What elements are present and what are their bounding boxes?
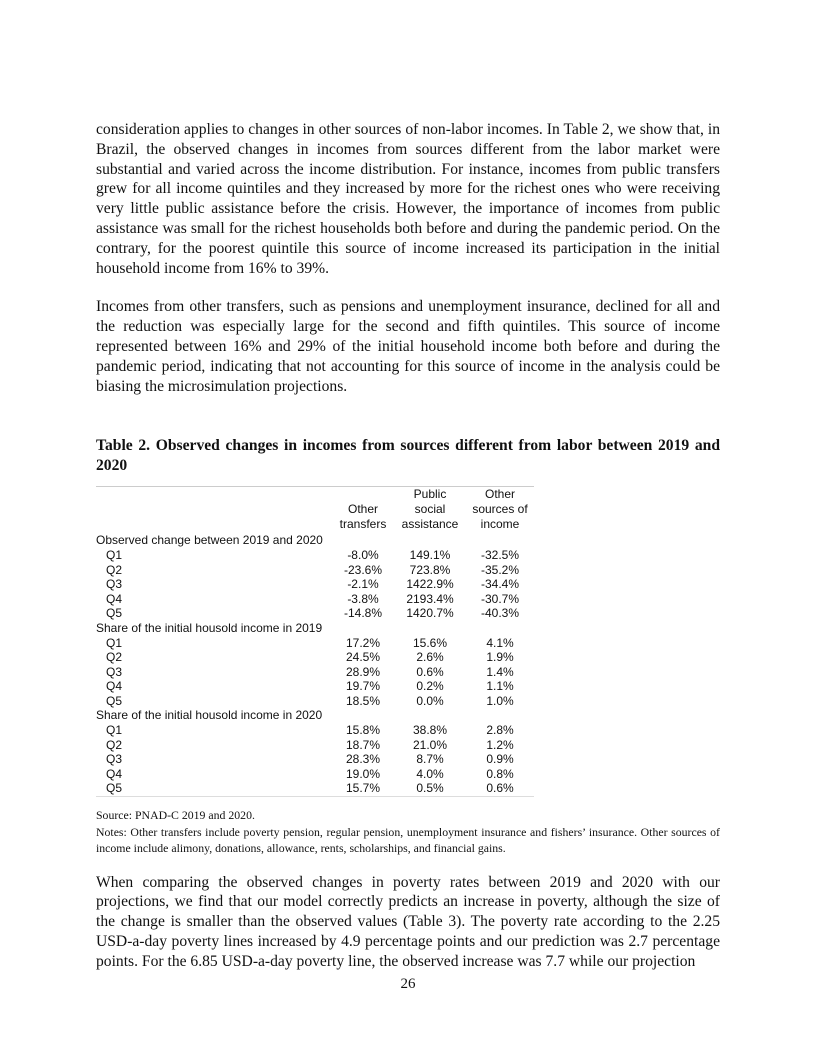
table-cell: 28.9% — [345, 664, 381, 679]
table-row — [96, 723, 534, 738]
quintile-label: Q2 — [106, 650, 123, 665]
table-cell: -23.6% — [343, 562, 383, 577]
table-cell: -40.3% — [480, 606, 520, 621]
table-cell: 19.0% — [345, 766, 381, 781]
section-header-row — [96, 533, 534, 548]
quintile-label: Q3 — [106, 577, 123, 592]
table-cell: -14.8% — [343, 606, 383, 621]
table-cell: 15.6% — [412, 635, 448, 650]
quintile-label: Q5 — [106, 781, 123, 796]
table-cell: -32.5% — [480, 547, 520, 562]
quintile-label: Q1 — [106, 635, 123, 650]
section-header-row — [96, 621, 534, 636]
table-row — [96, 606, 534, 621]
table-cell: 1420.7% — [406, 606, 454, 621]
header-public-assistance: Public social assistance — [401, 487, 459, 532]
table-cell: 18.5% — [345, 693, 381, 708]
table-cell: 38.8% — [412, 723, 448, 738]
quintile-label: Q1 — [106, 547, 123, 562]
section-label: Share of the initial housold income in 2020 — [96, 708, 323, 723]
table-row — [96, 577, 534, 592]
body-paragraph: When comparing the observed changes in poverty rates between 2019 and 2020 with our projections, we find that our model correctly predicts an increase in poverty, although the size of the change is smaller than the observed values (Table 3). The poverty rate according to the 2.25 USD-a-day poverty lines increased by 4.9 percentage points and our prediction was 2.7 percentage points. For the 6.85 USD-a-day poverty line, the observed increase was 7.7 while our projection — [96, 873, 720, 970]
table-cell: 18.7% — [345, 737, 381, 752]
table-cell: -35.2% — [480, 562, 520, 577]
body-paragraph: consideration applies to changes in other sources of non-labor incomes. In Table 2, we show that, in Brazil, the observed changes in incomes from sources different from the labor market were substantial and varied across the income distribution. For instance, incomes from public transfers grew for all income quintiles and they increased by more for the richest ones who were receiving very little public assistance before the crisis. However, the importance of incomes from public assistance was small for the richest households both before and during the pandemic period. On the contrary, for the poorest quintile this source of income increased its participation in the initial household income from 16% to 39%. — [96, 121, 720, 277]
table-cell: 19.7% — [345, 679, 381, 694]
table-cell: 4.1% — [486, 635, 514, 650]
table-cell: 149.1% — [409, 547, 451, 562]
body-paragraph: Incomes from other transfers, such as pensions and unemployment insurance, declined for all and the reduction was especially large for the second and fifth quintiles. This source of income represented between 16% and 29% of the initial household income both before and during the pandemic period, indicating that not accounting for this source of income in the analysis could be biasing the microsimulation projections. — [96, 298, 720, 395]
table-cell: 0.5% — [416, 781, 444, 796]
table-row — [96, 665, 534, 680]
table-cell: 0.0% — [416, 693, 444, 708]
table-row — [96, 752, 534, 767]
table-cell: 2193.4% — [406, 591, 454, 606]
table-notes: Notes: Other transfers include poverty pension, regular pension, unemployment insurance and fishers’ insurance. Other sources of income include alimony, donations, allowance, rents, scholarships, and financial gains. — [96, 824, 720, 856]
quintile-label: Q2 — [106, 562, 123, 577]
table-row — [96, 781, 534, 796]
quintile-label: Q2 — [106, 737, 123, 752]
table-cell: -3.8% — [347, 591, 379, 606]
table-cell: 24.5% — [345, 650, 381, 665]
quintile-label: Q5 — [106, 606, 123, 621]
header-other-sources: Other sources of income — [472, 487, 528, 532]
table-row — [96, 650, 534, 665]
table-cell: 4.0% — [416, 766, 444, 781]
quintile-label: Q1 — [106, 723, 123, 738]
table-cell: 15.8% — [345, 723, 381, 738]
table-cell: 0.6% — [486, 781, 514, 796]
table-cell: 28.3% — [345, 752, 381, 767]
table-cell: 0.8% — [486, 766, 514, 781]
table-row — [96, 679, 534, 694]
table-row — [96, 548, 534, 563]
table-cell: 0.6% — [416, 664, 444, 679]
table-row — [96, 592, 534, 607]
table-cell: 1.4% — [486, 664, 514, 679]
page-number: 26 — [400, 976, 416, 992]
section-label: Share of the initial housold income in 2019 — [96, 620, 323, 635]
table-title: Table 2. Observed changes in incomes from sources different from labor between 2019 and 2020 — [96, 437, 720, 475]
table-cell: 8.7% — [416, 752, 444, 767]
table-cell: 1.0% — [486, 693, 514, 708]
table-row — [96, 767, 534, 782]
table-cell: 2.6% — [416, 650, 444, 665]
table-cell: -34.4% — [480, 577, 520, 592]
table-row — [96, 738, 534, 753]
quintile-label: Q3 — [106, 664, 123, 679]
table-row — [96, 563, 534, 578]
table-cell: -2.1% — [347, 577, 379, 592]
table-cell: -8.0% — [347, 547, 379, 562]
table-cell: 1.2% — [486, 737, 514, 752]
quintile-label: Q4 — [106, 679, 123, 694]
table-cell: 0.9% — [486, 752, 514, 767]
table-row — [96, 636, 534, 651]
header-empty — [96, 487, 332, 534]
section-label: Observed change between 2019 and 2020 — [96, 533, 323, 548]
table-cell: 0.2% — [416, 679, 444, 694]
table-cell: 15.7% — [345, 781, 381, 796]
table-cell: 1.1% — [486, 679, 514, 694]
quintile-label: Q3 — [106, 752, 123, 767]
header-other-transfers: Other transfers — [339, 502, 387, 532]
table-cell: 21.0% — [412, 737, 448, 752]
table-cell: -30.7% — [480, 591, 520, 606]
page-body — [96, 120, 720, 972]
table-cell: 1.9% — [486, 650, 514, 665]
table-row — [96, 694, 534, 709]
table-source: Source: PNAD-C 2019 and 2020. — [96, 808, 255, 823]
table-cell: 2.8% — [486, 723, 514, 738]
table-cell: 17.2% — [345, 635, 381, 650]
income-sources-table — [96, 486, 534, 797]
table-header-row — [96, 487, 534, 534]
table-cell: 1422.9% — [406, 577, 454, 592]
quintile-label: Q5 — [106, 693, 123, 708]
section-header-row — [96, 708, 534, 723]
quintile-label: Q4 — [106, 591, 123, 606]
table-cell: 723.8% — [409, 562, 451, 577]
quintile-label: Q4 — [106, 766, 123, 781]
